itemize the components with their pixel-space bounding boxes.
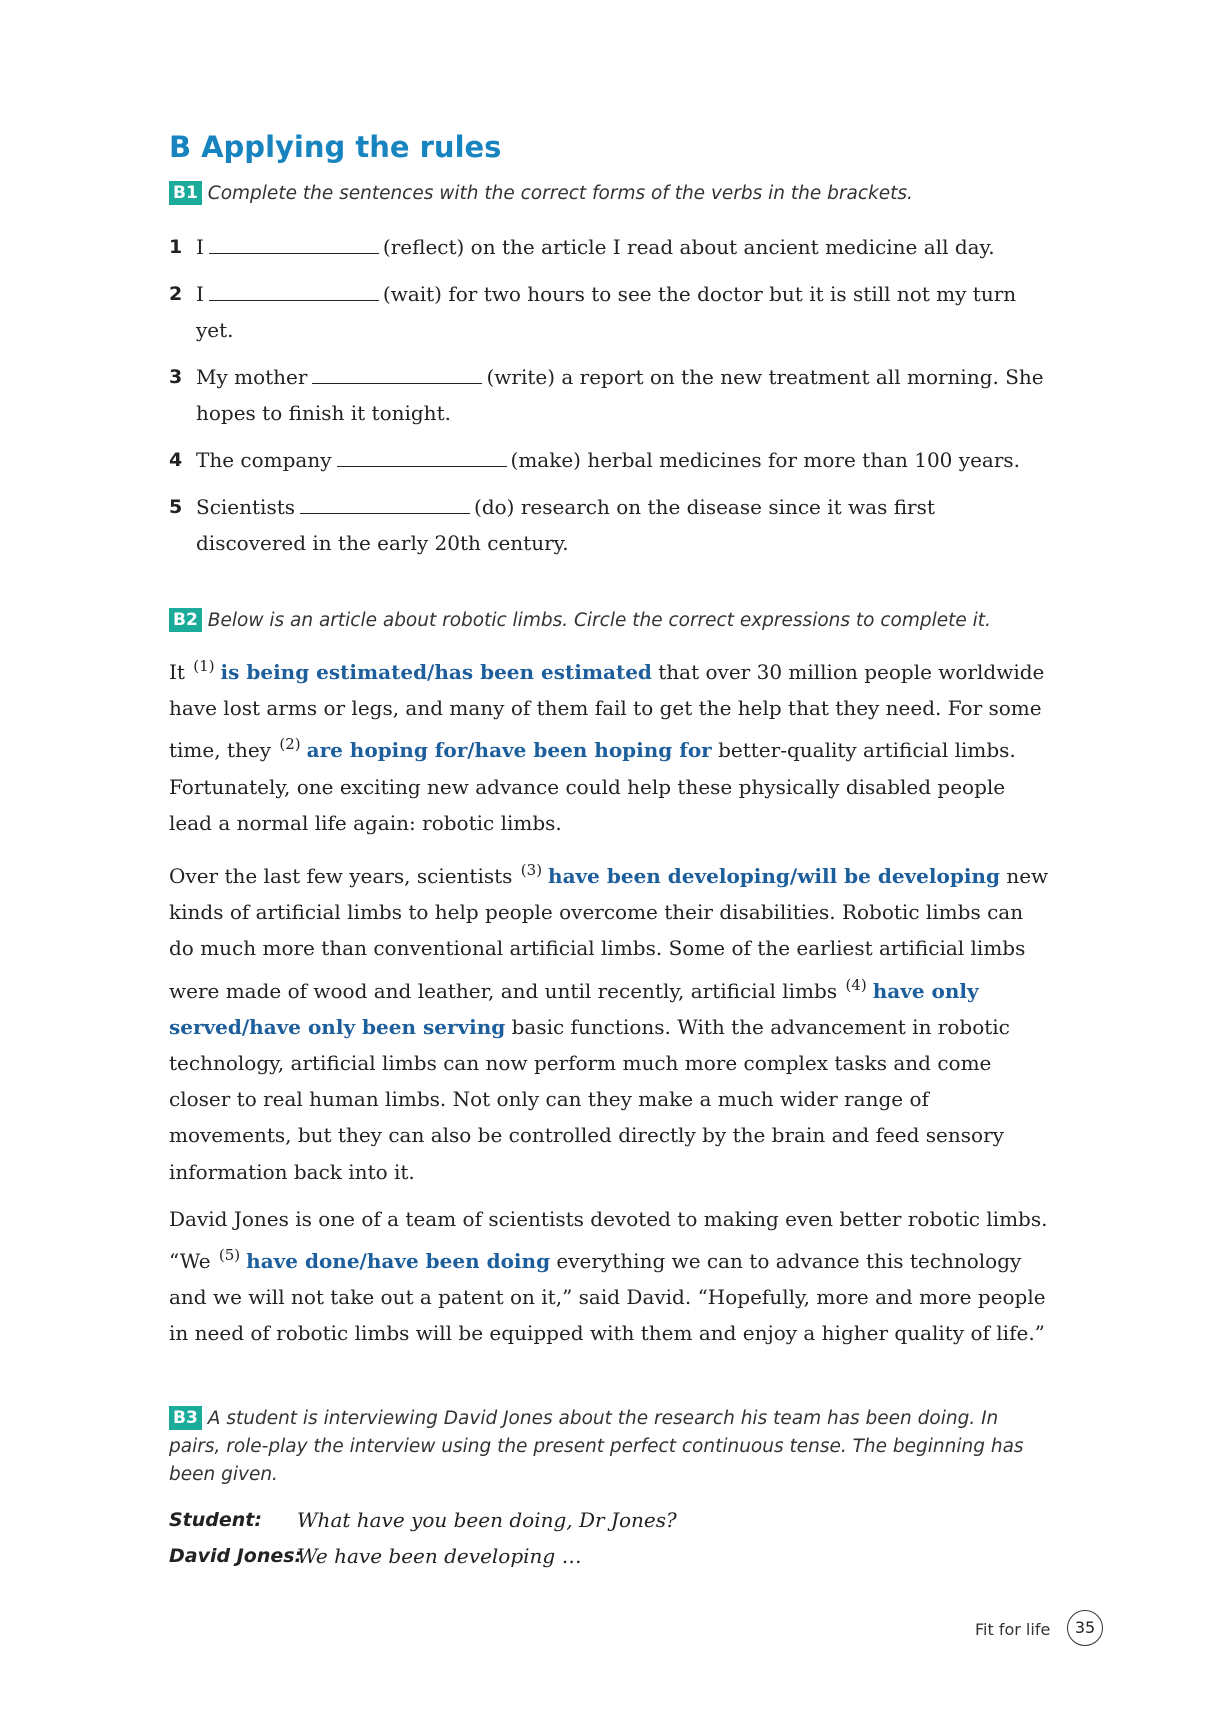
item-rest: (wait) for two hours to see the doctor but it is still not my turn yet. xyxy=(196,282,1017,342)
b3-instruction xyxy=(169,1405,1049,1489)
paragraph-text: that over 30 million people worldwide have lost arms or legs, and many of them fail to get the help that they need. For some time, they xyxy=(169,660,1045,763)
article-paragraph-1 xyxy=(169,648,1049,841)
item-rest: (reflect) on the article I read about ancient medicine all day. xyxy=(382,235,995,259)
answer-blank[interactable] xyxy=(209,231,379,254)
section-title-text: Applying the rules xyxy=(201,130,502,164)
choice-option-3[interactable]: have been developing/will be developing xyxy=(548,864,1000,889)
chapter-label: Fit for life xyxy=(975,1620,1051,1639)
gap-number-3: (3) xyxy=(520,861,543,880)
answer-blank[interactable] xyxy=(312,361,482,384)
choice-option-2[interactable]: are hoping for/have been hoping for xyxy=(306,738,712,763)
b1-exercise-list xyxy=(169,229,1049,572)
item-number: 5 xyxy=(169,496,183,518)
item-stem: My mother xyxy=(196,365,308,389)
article-paragraph-3 xyxy=(169,1201,1049,1352)
robotic-limbs-article xyxy=(169,648,1049,1363)
b1-instruction-text: Complete the sentences with the correct forms of the verbs in the brackets. xyxy=(207,183,913,204)
article-paragraph-2 xyxy=(169,852,1049,1190)
paragraph-text: better-quality artificial limbs. Fortunately, one exciting new advance could help these physically disabled people lead a normal life again: robotic limbs. xyxy=(169,738,1016,835)
paragraph-text: new kinds of artificial limbs to help people overcome their disabilities. Robotic limbs can do much more than conventional artificial limbs. Some of the earliest artificial limbs were made of wood and leather, and until recently, artificial limbs xyxy=(169,864,1049,1003)
item-number: 3 xyxy=(169,366,183,388)
choice-option-4[interactable]: have only served/have only been serving xyxy=(169,978,979,1039)
dialogue-line xyxy=(169,1538,1049,1574)
page-number: 35 xyxy=(1067,1610,1103,1646)
paragraph-text: everything we can to advance this technology and we will not take out a patent on it,” said David. “Hopefully, more and more people in need of robotic limbs will be equipped with them and enjoy a higher quality of life.” xyxy=(169,1249,1046,1346)
choice-option-5[interactable]: have done/have been doing xyxy=(246,1249,551,1274)
gap-number-1: (1) xyxy=(193,657,215,675)
b2-instruction-text: Below is an article about robotic limbs. Circle the correct expressions to complete it. xyxy=(207,610,991,631)
speaker-label: David Jones: xyxy=(169,1545,303,1567)
item-stem: The company xyxy=(196,448,332,472)
paragraph-text: Over the last few years, scientists xyxy=(169,864,513,889)
item-number: 1 xyxy=(169,236,183,258)
item-rest: (write) a report on the new treatment all morning. She hopes to finish it tonight. xyxy=(196,365,1044,425)
item-rest: (make) herbal medicines for more than 100 years. xyxy=(510,448,1021,472)
item-rest: (do) research on the disease since it was first discovered in the early 20th century. xyxy=(196,495,935,555)
exercise-item-4 xyxy=(169,442,1049,478)
item-number: 4 xyxy=(169,449,183,471)
section-letter: B xyxy=(169,130,192,164)
gap-number-2: (2) xyxy=(279,735,301,754)
paragraph-text: It xyxy=(169,660,185,684)
gap-number-5: (5) xyxy=(218,1246,241,1265)
exercise-item-3 xyxy=(169,359,1049,431)
b3-badge: B3 xyxy=(169,1406,202,1430)
answer-blank[interactable] xyxy=(209,278,379,301)
paragraph-text: David Jones is one of a team of scientists devoted to making even better robotic limbs. “We xyxy=(169,1206,1048,1274)
speaker-label: Student: xyxy=(169,1509,262,1531)
dialogue-line xyxy=(169,1502,1049,1538)
b3-task-header xyxy=(169,1405,1049,1489)
answer-blank[interactable] xyxy=(300,491,470,514)
b1-badge: B1 xyxy=(169,181,202,205)
exercise-item-5 xyxy=(169,489,1049,561)
item-stem: I xyxy=(196,235,204,259)
page-footer xyxy=(975,1610,1115,1650)
gap-number-4: (4) xyxy=(845,975,867,994)
b2-instruction xyxy=(169,607,1049,635)
b1-instruction xyxy=(169,180,1049,208)
b2-task-header xyxy=(169,607,1049,635)
exercise-item-1 xyxy=(169,229,1049,265)
choice-option-1[interactable]: is being estimated/has been estimated xyxy=(220,660,652,684)
b2-badge: B2 xyxy=(169,608,202,632)
item-stem: Scientists xyxy=(196,495,296,519)
answer-blank[interactable] xyxy=(337,444,507,467)
item-stem: I xyxy=(196,282,204,306)
b1-task-header xyxy=(169,180,1049,208)
role-play-dialogue xyxy=(169,1502,1049,1574)
exercise-item-2 xyxy=(169,276,1049,348)
b3-instruction-text: A student is interviewing David Jones about the research his team has been doing. In pairs, role-play the interview using the present perfect continuous tense. The beginning has been given. xyxy=(169,1408,1024,1485)
paragraph-text: basic functions. With the advancement in robotic technology, artificial limbs can now perform much more complex tasks and come closer to real human limbs. Not only can they make a much wider range of movements, but they can also be controlled directly by the brain and feed sensory information back into it. xyxy=(169,1014,1010,1184)
section-title xyxy=(169,130,501,164)
speech-text: What have you been doing, Dr Jones? xyxy=(297,1508,677,1532)
item-number: 2 xyxy=(169,283,183,305)
speech-text: We have been developing … xyxy=(297,1544,582,1568)
